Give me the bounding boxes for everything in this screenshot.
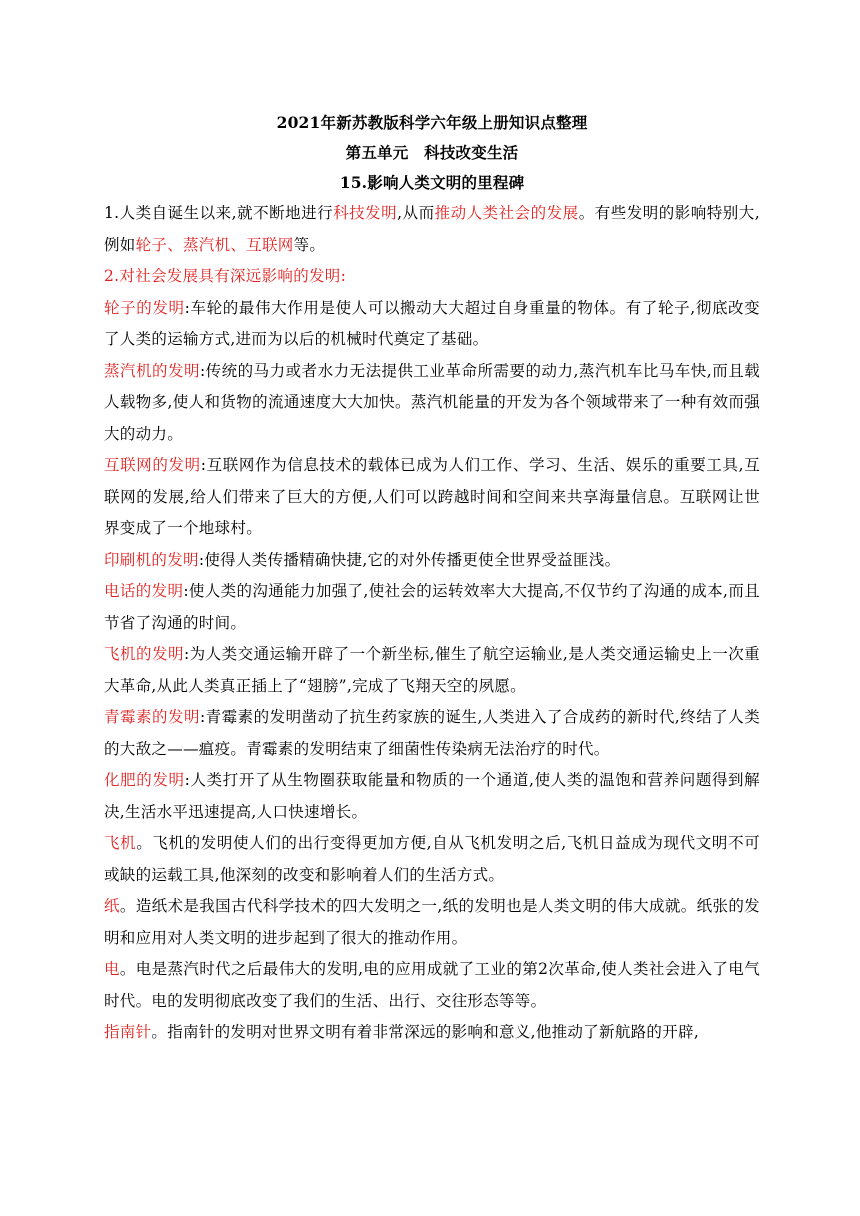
item-heading: 飞机 xyxy=(104,834,137,852)
title-block xyxy=(104,108,760,198)
item-heading: 蒸汽机的发明 xyxy=(104,361,200,380)
intro-highlight-3: 轮子、蒸汽机、互联网 xyxy=(135,235,294,254)
item-heading: 轮子的发明 xyxy=(104,298,185,317)
item-heading: 指南针 xyxy=(104,1023,152,1041)
item-body: :车轮的最伟大作用是使人可以搬动大大超过自身重量的物体。有了轮子,彻底改变了人类的运输方式,进而为以后的机械时代奠定了基础。 xyxy=(104,298,760,348)
item-body: :青霉素的发明凿动了抗生药家族的诞生,人类进入了合成药的新时代,终结了人类的大敌之——瘟疫。青霉素的发明结束了细菌性传染病无法治疗的时代。 xyxy=(104,708,760,758)
intro-highlight-2: 推动人类社会的发展 xyxy=(434,204,579,222)
item-electricity xyxy=(104,954,760,1017)
intro-paragraph xyxy=(104,198,760,261)
item-printing-press xyxy=(104,545,760,577)
item-body: :互联网作为信息技术的载体已成为人们工作、学习、生活、娱乐的重要工具,互联网的发展,给人们带来了巨大的方便,人们可以跨越时间和空间来共享海量信息。互联网让世界变成了一个地球村。 xyxy=(104,456,760,537)
item-body: 。飞机的发明使人们的出行变得更加方便,自从飞机发明之后,飞机日益成为现代文明不可或缺的运载工具,他深刻的改变和影响着人们的生活方式。 xyxy=(104,834,760,884)
item-body: :使得人类传播精确快捷,它的对外传播更使全世界受益匪浅。 xyxy=(198,550,621,569)
item-body: :传统的马力或者水力无法提供工业革命所需要的动力,蒸汽机车比马车快,而且载人载物多,使人和货物的流通速度大大加快。蒸汽机能量的开发为各个领域带来了一种有效而强大的动力。 xyxy=(104,361,760,443)
item-internet xyxy=(104,450,760,545)
item-body: 。电是蒸汽时代之后最伟大的发明,电的应用成就了工业的第2次革命,使人类社会进入了电气时代。电的发明彻底改变了我们的生活、出行、交往形态等等。 xyxy=(104,960,760,1010)
intro-highlight-1: 科技发明 xyxy=(333,204,398,222)
section-heading: 2.对社会发展具有深远影响的发明: xyxy=(104,267,347,285)
item-fertilizer xyxy=(104,765,760,828)
item-wheel xyxy=(104,293,760,356)
item-heading: 青霉素的发明 xyxy=(104,708,200,726)
item-body: 。指南针的发明对世界文明有着非常深远的影响和意义,他推动了新航路的开辟, xyxy=(151,1023,700,1041)
item-body: :为人类交通运输开辟了一个新坐标,催生了航空运输业,是人类交通运输史上一次重大革命,从此人类真正插上了“翅膀”,完成了飞翔天空的夙愿。 xyxy=(104,645,760,695)
item-paper xyxy=(104,891,760,954)
item-heading: 印刷机的发明 xyxy=(104,550,199,569)
item-heading: 飞机的发明 xyxy=(104,645,184,663)
intro-text-1: 1.人类自诞生以来,就不断地进行 xyxy=(104,204,334,222)
intro-text-2: ,从而 xyxy=(397,204,435,222)
item-heading: 电 xyxy=(104,960,120,978)
item-compass xyxy=(104,1017,760,1049)
document-title: 2021年新苏教版科学六年级上册知识点整理 xyxy=(276,113,588,132)
item-heading: 化肥的发明 xyxy=(104,771,185,789)
lesson-heading: 15.影响人类文明的里程碑 xyxy=(339,173,525,192)
item-penicillin xyxy=(104,702,760,765)
unit-heading: 第五单元 科技改变生活 xyxy=(345,143,519,162)
intro-text-3: 。有些发明的影响特别大,例如 xyxy=(104,204,760,254)
item-steam-engine xyxy=(104,356,760,451)
item-telephone xyxy=(104,576,760,639)
item-body: :使人类的沟通能力加强了,使社会的运转效率大大提高,不仅节约了沟通的成本,而且节省了沟通的时间。 xyxy=(104,582,760,632)
item-body: 。造纸术是我国古代科学技术的四大发明之一,纸的发明也是人类文明的伟大成就。纸张的发明和应用对人类文明的进步起到了很大的推动作用。 xyxy=(104,897,760,947)
item-heading: 电话的发明 xyxy=(104,582,184,600)
item-heading: 互联网的发明 xyxy=(104,456,201,474)
item-body: :人类打开了从生物圈获取能量和物质的一个通道,使人类的温饱和营养问题得到解决,生活水平迅速提高,人口快速增长。 xyxy=(104,771,760,821)
item-airplane xyxy=(104,639,760,702)
item-heading: 纸 xyxy=(104,897,120,915)
intro-text-4: 等。 xyxy=(293,235,326,254)
item-airplane-2 xyxy=(104,828,760,891)
